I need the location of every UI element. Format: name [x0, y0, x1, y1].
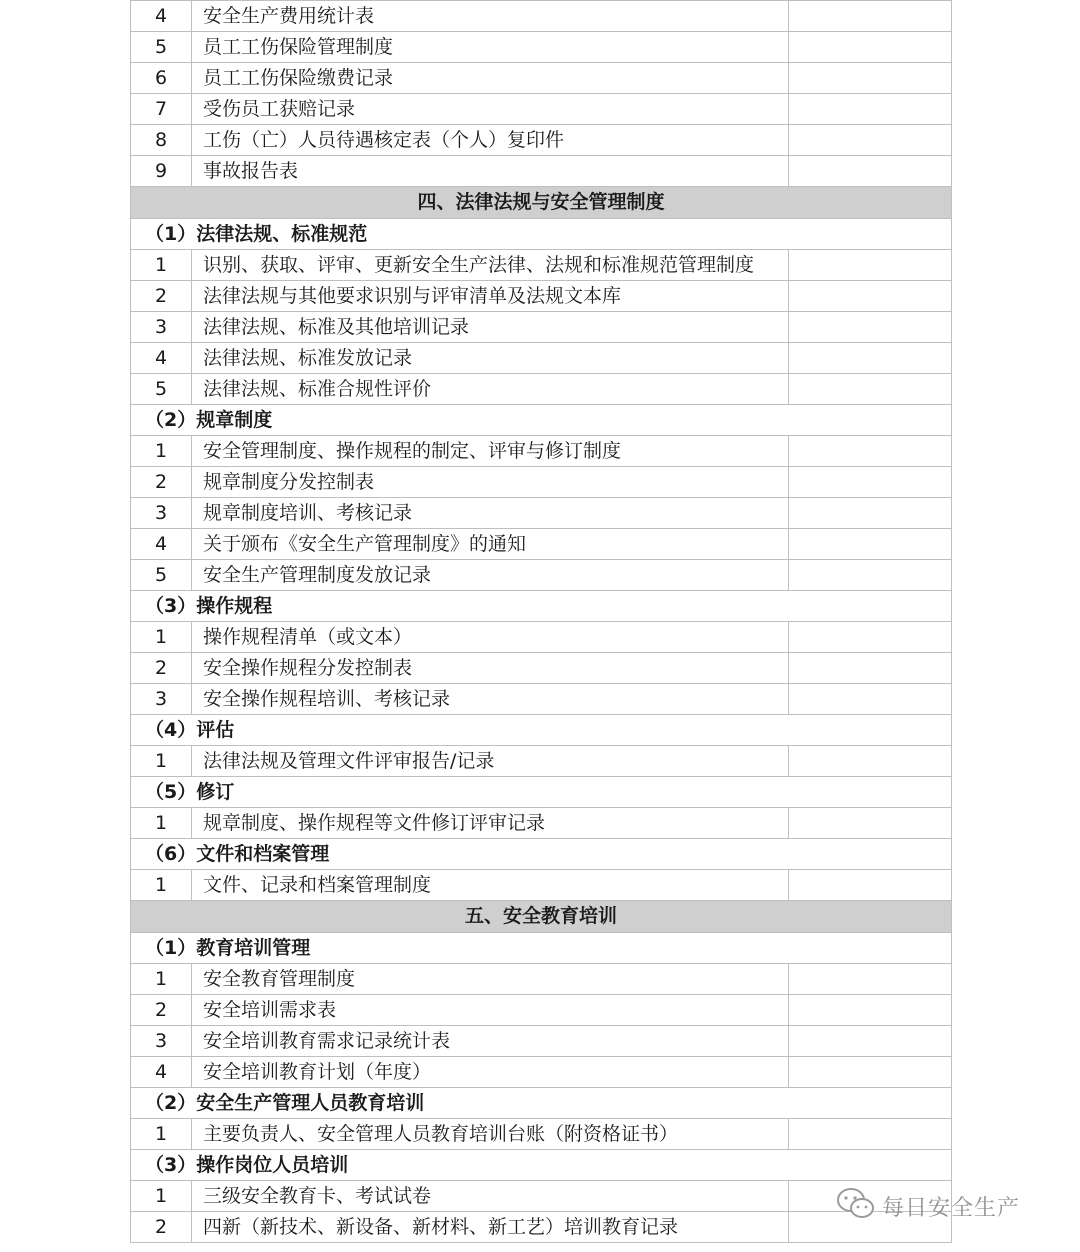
table-row [131, 746, 952, 777]
row-text: 安全生产费用统计表 [192, 1, 789, 32]
row-number: 1 [131, 622, 192, 653]
table-row [131, 1181, 952, 1212]
row-number: 1 [131, 1119, 192, 1150]
subsection-row [131, 591, 952, 622]
row-number: 6 [131, 63, 192, 94]
wechat-icon [836, 1187, 876, 1225]
row-number: 9 [131, 156, 192, 187]
section-title: 四、法律法规与安全管理制度 [131, 187, 952, 219]
blank-cell [789, 281, 952, 312]
blank-cell [789, 374, 952, 405]
blank-cell [789, 250, 952, 281]
row-text: 法律法规与其他要求识别与评审清单及法规文本库 [192, 281, 789, 312]
subsection-row [131, 933, 952, 964]
blank-cell [789, 529, 952, 560]
row-number: 4 [131, 1, 192, 32]
table-row [131, 1212, 952, 1243]
subsection-title: （1）教育培训管理 [131, 933, 952, 964]
row-text: 受伤员工获赔记录 [192, 94, 789, 125]
blank-cell [789, 964, 952, 995]
subsection-title: （2）规章制度 [131, 405, 952, 436]
table-row [131, 684, 952, 715]
blank-cell [789, 870, 952, 901]
table-row [131, 995, 952, 1026]
table-row [131, 281, 952, 312]
row-text: 操作规程清单（或文本） [192, 622, 789, 653]
subsection-title: （2）安全生产管理人员教育培训 [131, 1088, 952, 1119]
subsection-row [131, 219, 952, 250]
row-number: 3 [131, 312, 192, 343]
subsection-title: （6）文件和档案管理 [131, 839, 952, 870]
table-row [131, 94, 952, 125]
subsection-row [131, 777, 952, 808]
row-text: 法律法规及管理文件评审报告/记录 [192, 746, 789, 777]
subsection-row [131, 1150, 952, 1181]
table-row [131, 653, 952, 684]
row-text: 三级安全教育卡、考试试卷 [192, 1181, 789, 1212]
table-row [131, 343, 952, 374]
watermark-text: 每日安全生产 [882, 1195, 1021, 1221]
table-row [131, 125, 952, 156]
row-number: 3 [131, 1026, 192, 1057]
blank-cell [789, 312, 952, 343]
row-number: 5 [131, 560, 192, 591]
row-text: 安全生产管理制度发放记录 [192, 560, 789, 591]
row-number: 4 [131, 343, 192, 374]
table-row [131, 63, 952, 94]
blank-cell [789, 343, 952, 374]
row-text: 四新（新技术、新设备、新材料、新工艺）培训教育记录 [192, 1212, 789, 1243]
row-text: 事故报告表 [192, 156, 789, 187]
subsection-row [131, 1088, 952, 1119]
blank-cell [789, 622, 952, 653]
row-text: 法律法规、标准及其他培训记录 [192, 312, 789, 343]
table-row [131, 808, 952, 839]
section-title: 五、安全教育培训 [131, 901, 952, 933]
blank-cell [789, 63, 952, 94]
blank-cell [789, 1, 952, 32]
row-number: 2 [131, 281, 192, 312]
blank-cell [789, 94, 952, 125]
row-number: 8 [131, 125, 192, 156]
section-header-row [131, 901, 952, 933]
row-text: 关于颁布《安全生产管理制度》的通知 [192, 529, 789, 560]
blank-cell [789, 995, 952, 1026]
subsection-row [131, 405, 952, 436]
row-number: 2 [131, 653, 192, 684]
blank-cell [789, 1119, 952, 1150]
row-text: 主要负责人、安全管理人员教育培训台账（附资格证书） [192, 1119, 789, 1150]
row-text: 安全教育管理制度 [192, 964, 789, 995]
row-number: 1 [131, 870, 192, 901]
row-text: 员工工伤保险管理制度 [192, 32, 789, 63]
row-text: 识别、获取、评审、更新安全生产法律、法规和标准规范管理制度 [192, 250, 789, 281]
row-text: 法律法规、标准发放记录 [192, 343, 789, 374]
table-row [131, 870, 952, 901]
row-number: 1 [131, 250, 192, 281]
table-row [131, 560, 952, 591]
row-number: 4 [131, 1057, 192, 1088]
row-number: 1 [131, 964, 192, 995]
blank-cell [789, 653, 952, 684]
subsection-title: （1）法律法规、标准规范 [131, 219, 952, 250]
row-number: 2 [131, 995, 192, 1026]
blank-cell [789, 156, 952, 187]
row-number: 3 [131, 684, 192, 715]
section-header-row [131, 187, 952, 219]
row-number: 5 [131, 32, 192, 63]
row-number: 1 [131, 808, 192, 839]
row-number: 5 [131, 374, 192, 405]
blank-cell [789, 560, 952, 591]
row-number: 1 [131, 1181, 192, 1212]
table-row [131, 467, 952, 498]
row-number: 3 [131, 498, 192, 529]
table-row [131, 156, 952, 187]
table-row [131, 964, 952, 995]
row-number: 2 [131, 1212, 192, 1243]
table-row [131, 622, 952, 653]
row-text: 安全操作规程培训、考核记录 [192, 684, 789, 715]
table-row [131, 374, 952, 405]
row-text: 法律法规、标准合规性评价 [192, 374, 789, 405]
subsection-row [131, 715, 952, 746]
blank-cell [789, 1057, 952, 1088]
table-row [131, 1026, 952, 1057]
row-text: 安全培训需求表 [192, 995, 789, 1026]
row-text: 规章制度分发控制表 [192, 467, 789, 498]
blank-cell [789, 125, 952, 156]
row-number: 2 [131, 467, 192, 498]
row-number: 4 [131, 529, 192, 560]
blank-cell [789, 32, 952, 63]
row-text: 安全培训教育计划（年度） [192, 1057, 789, 1088]
row-text: 员工工伤保险缴费记录 [192, 63, 789, 94]
subsection-row [131, 839, 952, 870]
table-row [131, 1057, 952, 1088]
blank-cell [789, 808, 952, 839]
table-row [131, 498, 952, 529]
row-text: 文件、记录和档案管理制度 [192, 870, 789, 901]
row-text: 规章制度培训、考核记录 [192, 498, 789, 529]
subsection-title: （3）操作规程 [131, 591, 952, 622]
table-row [131, 1119, 952, 1150]
table-row [131, 312, 952, 343]
row-text: 规章制度、操作规程等文件修订评审记录 [192, 808, 789, 839]
watermark [836, 1186, 1056, 1226]
row-number: 7 [131, 94, 192, 125]
table-row [131, 1, 952, 32]
row-number: 1 [131, 746, 192, 777]
table-row [131, 436, 952, 467]
blank-cell [789, 498, 952, 529]
row-text: 安全管理制度、操作规程的制定、评审与修订制度 [192, 436, 789, 467]
document-table [130, 0, 952, 1243]
row-number: 1 [131, 436, 192, 467]
blank-cell [789, 684, 952, 715]
blank-cell [789, 467, 952, 498]
row-text: 安全培训教育需求记录统计表 [192, 1026, 789, 1057]
table-row [131, 32, 952, 63]
blank-cell [789, 436, 952, 467]
blank-cell [789, 1026, 952, 1057]
blank-cell [789, 746, 952, 777]
subsection-title: （5）修订 [131, 777, 952, 808]
row-text: 安全操作规程分发控制表 [192, 653, 789, 684]
subsection-title: （3）操作岗位人员培训 [131, 1150, 952, 1181]
subsection-title: （4）评估 [131, 715, 952, 746]
table-row [131, 529, 952, 560]
row-text: 工伤（亡）人员待遇核定表（个人）复印件 [192, 125, 789, 156]
table-row [131, 250, 952, 281]
